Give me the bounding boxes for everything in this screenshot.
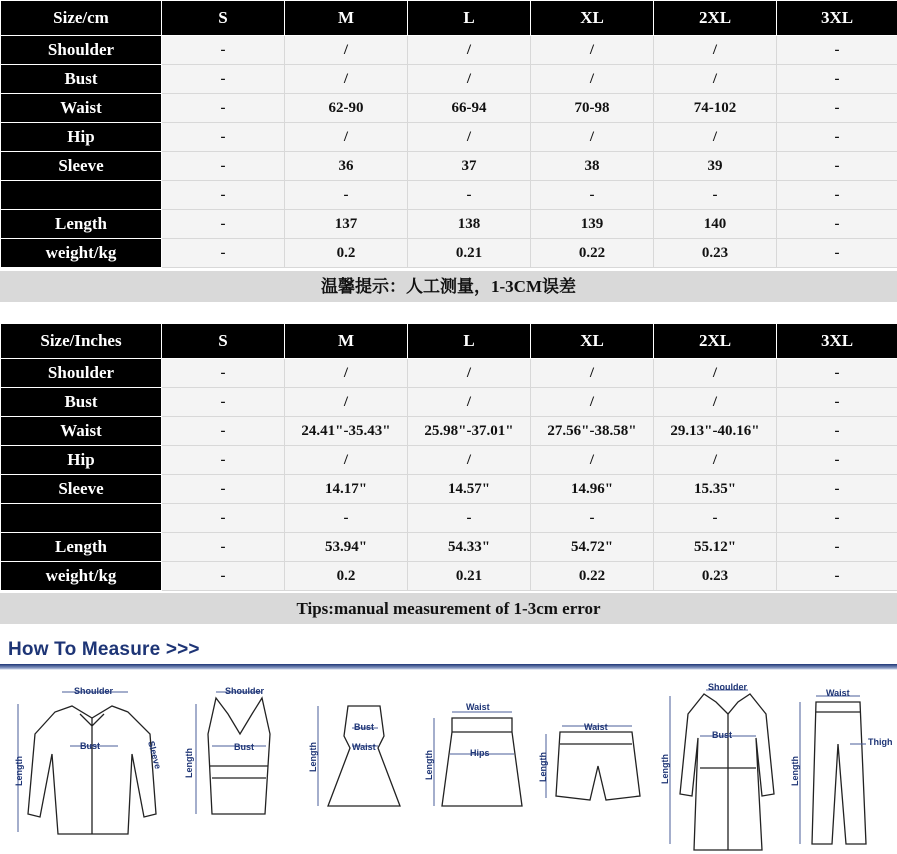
- tank-figure: [184, 686, 270, 814]
- size-value-cell: -: [162, 388, 285, 417]
- table-row: [1, 210, 897, 239]
- size-value-cell: -: [777, 123, 897, 152]
- size-value-cell: -: [777, 65, 897, 94]
- header-cell: M: [285, 324, 408, 359]
- size-value-cell: -: [777, 504, 897, 533]
- size-value-cell: /: [285, 123, 408, 152]
- row-label: weight/kg: [1, 562, 162, 591]
- size-value-cell: 54.33": [408, 533, 531, 562]
- size-value-cell: /: [531, 446, 654, 475]
- header-cell: XL: [531, 1, 654, 36]
- size-value-cell: /: [531, 36, 654, 65]
- row-label: [1, 504, 162, 533]
- size-value-cell: /: [531, 388, 654, 417]
- table-row: [1, 152, 897, 181]
- header-cell: Size/Inches: [1, 324, 162, 359]
- size-value-cell: 0.23: [654, 239, 777, 268]
- header-cell: L: [408, 1, 531, 36]
- size-value-cell: -: [162, 504, 285, 533]
- size-value-cell: -: [531, 504, 654, 533]
- tip-english: Tips:manual measurement of 1-3cm error: [0, 593, 897, 624]
- size-value-cell: 39: [654, 152, 777, 181]
- label-bust-1: Bust: [80, 741, 100, 751]
- size-value-cell: 0.21: [408, 239, 531, 268]
- size-value-cell: 62-90: [285, 94, 408, 123]
- size-value-cell: /: [408, 36, 531, 65]
- blouse-figure: [14, 686, 163, 834]
- size-value-cell: -: [162, 65, 285, 94]
- header-cell: S: [162, 324, 285, 359]
- size-value-cell: 25.98"-37.01": [408, 417, 531, 446]
- size-value-cell: -: [162, 359, 285, 388]
- size-value-cell: -: [531, 181, 654, 210]
- size-value-cell: /: [531, 123, 654, 152]
- size-value-cell: -: [162, 210, 285, 239]
- label-bust-6: Bust: [712, 730, 732, 740]
- row-label: weight/kg: [1, 239, 162, 268]
- size-value-cell: -: [777, 36, 897, 65]
- size-value-cell: /: [408, 123, 531, 152]
- header-cell: Size/cm: [1, 1, 162, 36]
- size-value-cell: /: [408, 388, 531, 417]
- table-row: [1, 36, 897, 65]
- size-value-cell: /: [654, 123, 777, 152]
- size-value-cell: /: [654, 65, 777, 94]
- size-value-cell: -: [777, 475, 897, 504]
- label-length-2: Length: [184, 748, 194, 778]
- table-row: [1, 388, 897, 417]
- header-cell: 3XL: [777, 324, 897, 359]
- size-value-cell: -: [162, 94, 285, 123]
- size-value-cell: -: [777, 94, 897, 123]
- size-value-cell: /: [654, 359, 777, 388]
- size-value-cell: /: [408, 359, 531, 388]
- header-cell: L: [408, 324, 531, 359]
- shorts-figure: [538, 722, 640, 800]
- size-value-cell: /: [531, 359, 654, 388]
- size-value-cell: 29.13"-40.16": [654, 417, 777, 446]
- table-row: [1, 239, 897, 268]
- label-length-3: Length: [308, 742, 318, 772]
- label-waist-5: Waist: [584, 722, 608, 732]
- size-value-cell: -: [162, 475, 285, 504]
- size-value-cell: -: [285, 181, 408, 210]
- size-value-cell: 37: [408, 152, 531, 181]
- table-row: [1, 446, 897, 475]
- size-value-cell: 70-98: [531, 94, 654, 123]
- size-value-cell: /: [531, 65, 654, 94]
- size-value-cell: -: [777, 388, 897, 417]
- row-label: Shoulder: [1, 36, 162, 65]
- label-length-5: Length: [538, 752, 548, 782]
- label-sleeve-1: Sleeve: [146, 739, 164, 771]
- size-value-cell: -: [162, 181, 285, 210]
- size-value-cell: 66-94: [408, 94, 531, 123]
- size-value-cell: 137: [285, 210, 408, 239]
- title-underline-band: [0, 664, 897, 670]
- table-header-row: [1, 324, 897, 359]
- label-shoulder-6: Shoulder: [708, 682, 748, 692]
- size-value-cell: 53.94": [285, 533, 408, 562]
- header-cell: 2XL: [654, 324, 777, 359]
- table-row: [1, 504, 897, 533]
- label-waist-7: Waist: [826, 688, 850, 698]
- row-label: Bust: [1, 388, 162, 417]
- size-value-cell: 15.35": [654, 475, 777, 504]
- size-value-cell: -: [162, 123, 285, 152]
- size-value-cell: /: [654, 36, 777, 65]
- size-value-cell: 0.22: [531, 562, 654, 591]
- size-value-cell: 139: [531, 210, 654, 239]
- size-value-cell: 140: [654, 210, 777, 239]
- size-value-cell: -: [408, 504, 531, 533]
- size-value-cell: -: [777, 210, 897, 239]
- table-row: [1, 562, 897, 591]
- size-value-cell: 27.56"-38.58": [531, 417, 654, 446]
- row-label: Hip: [1, 123, 162, 152]
- row-label: Shoulder: [1, 359, 162, 388]
- label-shoulder-2: Shoulder: [225, 686, 265, 696]
- row-label: Waist: [1, 94, 162, 123]
- label-waist-3: Waist: [352, 742, 376, 752]
- size-value-cell: -: [162, 417, 285, 446]
- size-value-cell: 0.22: [531, 239, 654, 268]
- size-value-cell: 54.72": [531, 533, 654, 562]
- row-label: Hip: [1, 446, 162, 475]
- size-value-cell: -: [162, 446, 285, 475]
- label-waist-4: Waist: [466, 702, 490, 712]
- measure-diagram: [0, 674, 897, 854]
- size-value-cell: -: [777, 239, 897, 268]
- size-value-cell: 74-102: [654, 94, 777, 123]
- dress-figure: [308, 706, 400, 806]
- size-value-cell: /: [654, 388, 777, 417]
- size-value-cell: -: [777, 359, 897, 388]
- label-bust-2: Bust: [234, 742, 254, 752]
- size-value-cell: -: [162, 152, 285, 181]
- size-value-cell: -: [654, 504, 777, 533]
- size-value-cell: -: [777, 533, 897, 562]
- table-row: [1, 94, 897, 123]
- size-value-cell: 0.2: [285, 562, 408, 591]
- label-length-1: Length: [14, 756, 24, 786]
- size-value-cell: 14.96": [531, 475, 654, 504]
- size-value-cell: 24.41"-35.43": [285, 417, 408, 446]
- row-label: [1, 181, 162, 210]
- size-value-cell: /: [285, 36, 408, 65]
- label-length-6: Length: [660, 754, 670, 784]
- label-length-4: Length: [424, 750, 434, 780]
- table-row: [1, 533, 897, 562]
- size-value-cell: 14.57": [408, 475, 531, 504]
- header-cell: 2XL: [654, 1, 777, 36]
- row-label: Bust: [1, 65, 162, 94]
- label-thigh-7: Thigh: [868, 737, 893, 747]
- size-value-cell: 38: [531, 152, 654, 181]
- size-value-cell: -: [162, 533, 285, 562]
- table-header-row: [1, 1, 897, 36]
- size-value-cell: -: [162, 36, 285, 65]
- size-value-cell: -: [408, 181, 531, 210]
- size-value-cell: /: [285, 359, 408, 388]
- size-value-cell: /: [654, 446, 777, 475]
- label-hips-4: Hips: [470, 748, 490, 758]
- header-cell: M: [285, 1, 408, 36]
- row-label: Sleeve: [1, 475, 162, 504]
- size-value-cell: -: [777, 446, 897, 475]
- table-row: [1, 181, 897, 210]
- header-cell: XL: [531, 324, 654, 359]
- size-value-cell: 0.23: [654, 562, 777, 591]
- size-value-cell: /: [285, 388, 408, 417]
- skirt-figure: [424, 702, 522, 806]
- header-cell: S: [162, 1, 285, 36]
- tip-chinese: 温馨提示：人工测量，1-3CM误差: [0, 271, 897, 302]
- size-value-cell: 14.17": [285, 475, 408, 504]
- label-shoulder-1: Shoulder: [74, 686, 114, 696]
- size-value-cell: /: [285, 65, 408, 94]
- table-row: [1, 65, 897, 94]
- size-table-cm: [0, 0, 897, 268]
- table-row: [1, 359, 897, 388]
- table-row: [1, 123, 897, 152]
- size-value-cell: /: [408, 65, 531, 94]
- coat-figure: [660, 682, 774, 850]
- table-row: [1, 417, 897, 446]
- size-value-cell: -: [162, 562, 285, 591]
- size-value-cell: /: [285, 446, 408, 475]
- size-value-cell: 36: [285, 152, 408, 181]
- size-value-cell: -: [777, 562, 897, 591]
- how-to-measure-title: How To Measure >>>: [8, 639, 200, 660]
- header-cell: 3XL: [777, 1, 897, 36]
- size-value-cell: 55.12": [654, 533, 777, 562]
- trousers-figure: [790, 688, 893, 844]
- size-value-cell: -: [777, 417, 897, 446]
- table-row: [1, 475, 897, 504]
- row-label: Waist: [1, 417, 162, 446]
- size-value-cell: -: [777, 181, 897, 210]
- size-value-cell: /: [408, 446, 531, 475]
- size-value-cell: -: [162, 239, 285, 268]
- row-label: Length: [1, 210, 162, 239]
- size-value-cell: -: [285, 504, 408, 533]
- row-label: Sleeve: [1, 152, 162, 181]
- size-value-cell: 0.21: [408, 562, 531, 591]
- label-bust-3: Bust: [354, 722, 374, 732]
- row-label: Length: [1, 533, 162, 562]
- size-value-cell: -: [654, 181, 777, 210]
- size-table-inches: [0, 323, 897, 591]
- size-value-cell: 0.2: [285, 239, 408, 268]
- label-length-7: Length: [790, 756, 800, 786]
- size-value-cell: -: [777, 152, 897, 181]
- size-value-cell: 138: [408, 210, 531, 239]
